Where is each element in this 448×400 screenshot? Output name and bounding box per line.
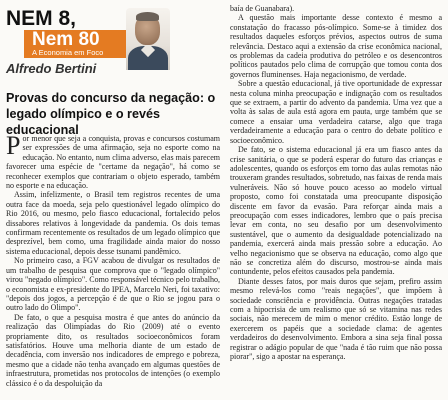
article-paragraph: A questão mais importante desse contexto é mesmo a constatação do fracasso pós-olímpico. Some-se à timidez dos resultados daqueles esforços prévios, aspectos outros de suma relevância. Destaco aqui a extensão da crise econômica nacional, os problemas da cadeia produtiva do petróleo e os desencontros políticos pautados pelo clima de corrupção que tomou conta dos governos fluminenses. Haja negacionismo, de verdade. (230, 13, 442, 79)
column-name: NEM 8, (6, 7, 77, 30)
author-photo-hair (136, 12, 159, 21)
author-name: Alfredo Bertini (6, 61, 97, 76)
drop-cap: P (6, 131, 21, 160)
article-headline: Provas do concurso da negação: o legado olímpico e o revés educacional (6, 91, 216, 137)
article-paragraph: baía de Guanabara). (230, 4, 295, 13)
article-paragraph: Por menor que seja a conquista, provas e concursos costumam ser expressões de uma afirmação, seja no esporte como na educação. No entanto, num clima adverso, elas mais parecem favorecer uma espécie de "certame da negação", há como se reconhecer exemplos que contrariam o objeto esperado, também no esporte e na educação. (6, 131, 220, 191)
article-paragraph: Diante desses fatos, por mais duros que sejam, prefiro assim mesmo relevá-los como "reais negações", que impõem à sociedade consciência e providência. Outras negações tratadas com a hipocrisia de um realismo que só se vitamina nas redes sociais, não merecem de mim o menor crédito. Estão longe de exercerem os papéis que a sociedade clama: de agentes verdadeiros do desenvolvimento. Embora a sina seja final possa registrar o adágio popular de que "nada é tão ruim que não possa piorar", sigo a apostar na esperança. (230, 276, 442, 362)
article-paragraph: Sobre a questão educacional, já tive oportunidade de expressar nesta coluna minha preocupação e indignação com os resultados que se extraem, a partir do advento da pandemia. Uma vez que a volta às salas de aula está agora em pauta, urge também que se comece a ensaiar uma verdadeira catarse, algo que traga verdadeiramente a educação para o centro do debate político e socioeconômico. (230, 79, 442, 145)
article-column-left (6, 131, 220, 388)
author-photo (126, 8, 170, 70)
article-column-right (230, 4, 442, 361)
column-badge-subtitle: A Economia em Foco (32, 48, 104, 57)
article-paragraph: Assim, infelizmente, o Brasil tem registros recentes de uma outra face da moeda, seja pelo questionável legado olímpico do Rio 2016, ou mesmo, pelo fiasco educacional, fortalecido pelos dissabores relativos à longevidade da pandemia. Os dois temas confirmam recentemente os resultados de um legado olímpico que desprezível, bem como, uma fragilidade ainda maior do nosso sistema educacional, depois desse tsunami pandêmico. (6, 190, 220, 256)
column-badge (24, 30, 126, 58)
article-paragraph: De fato, o que a pesquisa mostra é que antes do anúncio da realização das Olimpíadas do Rio (2009) até o evento propriamente dito, os resultados socioeconômicos foram satisfatórios. Houve uma melhoria diante de um estado de decadência, com inversão nos indicadores de emprego e pobreza, mesmo que a cidade não tenha avançado em algumas questões de infraestrutura, prometidas nos protocolos de intenções (o exemplo clássico é o da despoluição da (6, 312, 220, 388)
article-paragraph: De fato, se o sistema educacional já era um fiasco antes da crise sanitária, o que se poderá esperar do futuro das crianças e adolescentes, quando os esforços em torno das aulas remotas não trouxeram grandes resultados, sobretudo, nas faixas de renda mais vulneráveis. Não só houve pouco acesso ao modelo virtual proposto, como foi constatada uma preocupante disposição discente em favor da evasão. Para reforçar ainda mais a preocupação com esses indicadores, lembro que o país precisa levar em conta, no seu desafio por um desenvolvimento sustentável, que o aumento da desigualdade potencializado na pandemia, exercerá ainda mais pressão sobre a educação. Ao velho negacionismo que se observa na educação, como algo que não se concretiza além do discurso, mostrou-se ainda mais contundente, pelos efeitos causados pela pandemia. (230, 145, 442, 277)
column-masthead (6, 8, 168, 76)
column-badge-title: Nem 80 (32, 29, 100, 50)
article-paragraph: No primeiro caso, a FGV acabou de divulgar os resultados de um trabalho de pesquisa que comprova que o "legado olímpico" virou "negado olímpico". Como responsável técnico pelo trabalho, o economista e ex-presidente do IPEA, Marcelo Neri, foi taxativo: "depois dos jogos, a percepção é de que o Rio se jogou para o outro lado do Olimpo". (6, 256, 220, 313)
